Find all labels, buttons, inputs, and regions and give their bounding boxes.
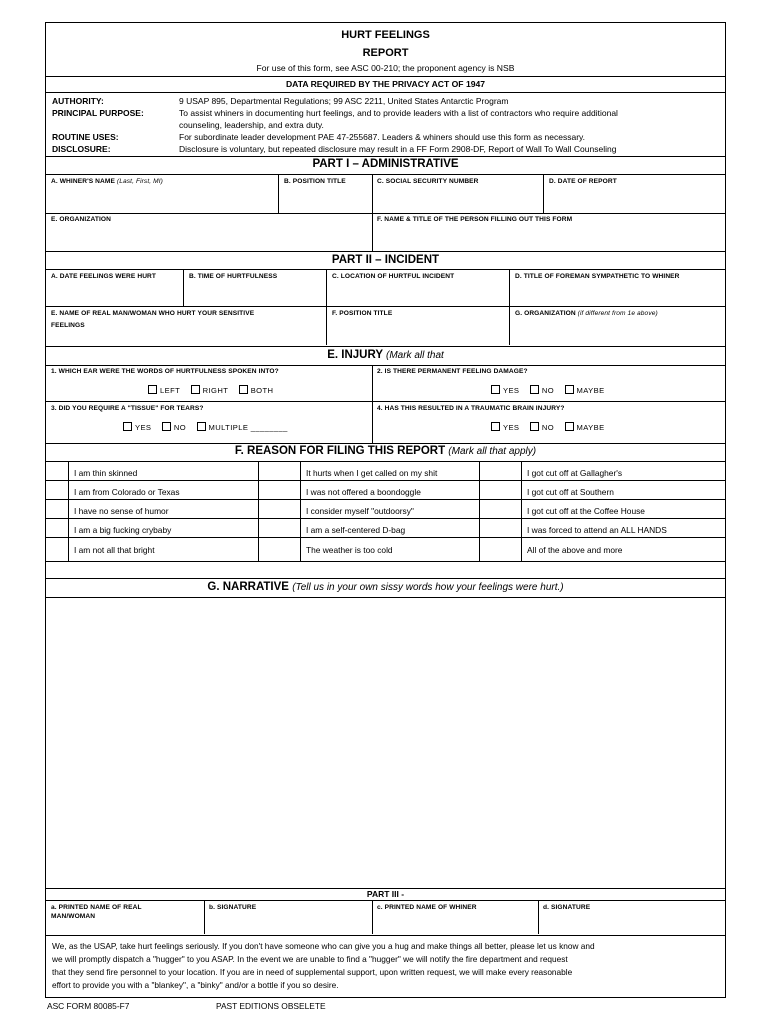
reason-item: I am from Colorado or Texas xyxy=(74,487,180,497)
reason-checkbox[interactable] xyxy=(259,500,300,518)
reason-item: I was not offered a boondoggle xyxy=(306,487,421,497)
checkbox-icon[interactable] xyxy=(191,385,200,394)
real-person-name-field[interactable] xyxy=(46,922,204,934)
signature-field-b[interactable] xyxy=(205,913,372,934)
reason-item: I am a self-centered D-bag xyxy=(306,525,406,535)
authority-text: 9 USAP 895, Departmental Regulations; 99 ASC 2211, United States Antarctic Program xyxy=(179,96,509,106)
q4-maybe-option[interactable]: MAYBE xyxy=(565,417,611,434)
reason-checkbox[interactable] xyxy=(46,519,68,537)
injury-q2: 2. IS THERE PERMANENT FEELING DAMAGE? xyxy=(377,368,528,375)
purpose-label: PRINCIPAL PURPOSE: xyxy=(52,108,144,118)
signature-label-d: d. SIGNATURE xyxy=(543,904,591,911)
reason-checkbox[interactable] xyxy=(259,519,300,537)
checkbox-icon[interactable] xyxy=(491,422,500,431)
filler-name-label: F. NAME & TITLE OF THE PERSON FILLING OUT THIS FORM xyxy=(377,216,573,223)
injury-title: E. INJURY (Mark all that xyxy=(327,349,444,361)
q2-yes-option[interactable]: YES xyxy=(491,380,525,397)
checkbox-icon[interactable] xyxy=(197,422,206,431)
checkbox-icon[interactable] xyxy=(530,422,539,431)
statement-line-4: effort to provide you with a "blankey", a "binky" and/or a bottle if you so desire. xyxy=(52,980,339,990)
routine-label: ROUTINE USES: xyxy=(52,132,119,142)
part2-title: PART II – INCIDENT xyxy=(331,254,440,266)
location-label: C. LOCATION OF HURTFUL INCIDENT xyxy=(332,273,455,280)
injury-q1: 1. WHICH EAR WERE THE WORDS OF HURTFULNESS SPOKEN INTO? xyxy=(51,368,279,375)
offender-position-field[interactable] xyxy=(327,321,509,345)
date-of-report-label: D. DATE OF REPORT xyxy=(549,178,617,185)
offender-position-label: F. POSITION TITLE xyxy=(332,310,393,317)
reasons-title: F. REASON FOR FILING THIS REPORT (Mark all that apply) xyxy=(234,445,537,457)
date-of-report-field[interactable] xyxy=(544,186,724,212)
checkbox-icon[interactable] xyxy=(491,385,500,394)
reason-checkbox[interactable] xyxy=(480,538,521,561)
statement-line-1: We, as the USAP, take hurt feelings seriously. If you don't have someone who can give you a hug and make things all better, please let us know and xyxy=(52,941,595,951)
reason-item: I have no sense of humor xyxy=(74,506,169,516)
disclosure-text: Disclosure is voluntary, but repeated disclosure may result in a FF Form 2908-DF, Report of Wall To Wall Counseling xyxy=(179,144,617,154)
hurt-feelings-form xyxy=(45,22,726,998)
reason-checkbox[interactable] xyxy=(46,538,68,561)
reason-item: All of the above and more xyxy=(527,545,623,555)
checkbox-icon[interactable] xyxy=(148,385,157,394)
purpose-text-2: counseling, leadership, and extra duty. xyxy=(179,120,324,130)
statement-line-2: we will promptly dispatch a "hugger" to you ASAP. In the event we are unable to find a "hugger" we will notify the fire department and request xyxy=(52,954,568,964)
whiner-name-label: A. WHINER'S NAME (Last, First, MI) xyxy=(51,178,163,185)
q3-multiple-option[interactable]: MULTIPLE ________ xyxy=(197,417,294,434)
q3-yes-option[interactable]: YES xyxy=(123,417,157,434)
reason-item: It hurts when I get called on my shit xyxy=(306,468,438,478)
offender-org-label: G. ORGANIZATION (if different from 1e above) xyxy=(515,310,658,317)
signature-field-d[interactable] xyxy=(539,913,724,934)
position-title-field[interactable] xyxy=(279,186,372,212)
checkbox-icon[interactable] xyxy=(565,422,574,431)
narrative-field[interactable] xyxy=(46,598,725,887)
routine-text: For subordinate leader development PAE 47-255687. Leaders & whiners should use this form as necessary. xyxy=(179,132,586,142)
reason-checkbox[interactable] xyxy=(259,481,300,499)
checkbox-icon[interactable] xyxy=(565,385,574,394)
injury-q4-options xyxy=(491,417,611,435)
reason-item: I was forced to attend an ALL HANDS xyxy=(527,525,667,535)
organization-label: E. ORGANIZATION xyxy=(51,216,111,223)
ssn-field[interactable] xyxy=(373,186,543,212)
injury-q4: 4. HAS THIS RESULTED IN A TRAUMATIC BRAIN INJURY? xyxy=(377,405,565,412)
date-hurt-field[interactable] xyxy=(46,281,183,305)
injury-q2-options xyxy=(491,380,611,398)
form-subtitle: For use of this form, see ASC 00-210; the proponent agency is NSB xyxy=(256,63,515,73)
q4-no-option[interactable]: NO xyxy=(530,417,560,434)
part3-title: PART III - xyxy=(366,889,405,899)
location-field[interactable] xyxy=(327,281,509,305)
editions-note: PAST EDITIONS OBSELETE xyxy=(216,1001,326,1011)
form-number: ASC FORM 80085-F7 xyxy=(47,1001,130,1011)
disclosure-label: DISCLOSURE: xyxy=(52,144,111,154)
whiner-name-field[interactable] xyxy=(46,186,278,212)
injury-q3: 3. DID YOU REQUIRE A "TISSUE" FOR TEARS? xyxy=(51,405,204,412)
form-title-line2: REPORT xyxy=(362,47,409,59)
injury-q3-options xyxy=(123,417,294,435)
reason-checkbox[interactable] xyxy=(480,500,521,518)
form-title-line1: HURT FEELINGS xyxy=(341,29,430,41)
reason-item: I got cut off at Southern xyxy=(527,487,614,497)
reason-item: I got cut off at the Coffee House xyxy=(527,506,645,516)
offender-name-label-2: FEELINGS xyxy=(51,322,85,329)
purpose-text-1: To assist whiners in documenting hurt feelings, and to provide leaders with a list of contractors who require additional xyxy=(179,108,618,118)
offender-org-field[interactable] xyxy=(510,321,724,345)
reason-checkbox[interactable] xyxy=(46,481,68,499)
checkbox-icon[interactable] xyxy=(530,385,539,394)
q2-maybe-option[interactable]: MAYBE xyxy=(565,380,611,397)
authority-label: AUTHORITY: xyxy=(52,96,104,106)
foreman-title-label: D. TITLE OF FOREMAN SYMPATHETIC TO WHINER xyxy=(515,273,680,280)
reason-checkbox[interactable] xyxy=(480,481,521,499)
checkbox-icon[interactable] xyxy=(162,422,171,431)
offender-name-field[interactable] xyxy=(46,331,326,345)
q1-left-option[interactable]: LEFT xyxy=(148,380,186,397)
q1-right-option[interactable]: RIGHT xyxy=(191,380,235,397)
reason-item: I am a big fucking crybaby xyxy=(74,525,172,535)
reason-checkbox[interactable] xyxy=(46,500,68,518)
checkbox-icon[interactable] xyxy=(239,385,248,394)
reason-item: I got cut off at Gallagher's xyxy=(527,468,623,478)
reason-checkbox[interactable] xyxy=(259,538,300,561)
reason-checkbox[interactable] xyxy=(46,462,68,480)
reason-item: The weather is too cold xyxy=(306,545,393,555)
whiner-printed-name-field[interactable] xyxy=(373,913,538,934)
privacy-title: DATA REQUIRED BY THE PRIVACY ACT OF 1947 xyxy=(285,79,486,89)
position-title-label: B. POSITION TITLE xyxy=(284,178,346,185)
signature-label-b: b. SIGNATURE xyxy=(209,904,257,911)
filler-name-field[interactable] xyxy=(373,225,724,250)
narrative-title: G. NARRATIVE (Tell us in your own sissy words how your feelings were hurt.) xyxy=(207,581,564,593)
ssn-label: C. SOCIAL SECURITY NUMBER xyxy=(377,178,479,185)
checkbox-icon[interactable] xyxy=(123,422,132,431)
reason-checkbox[interactable] xyxy=(480,462,521,480)
date-hurt-label: A. DATE FEELINGS WERE HURT xyxy=(51,273,157,280)
q3-no-option[interactable]: NO xyxy=(162,417,192,434)
reason-item: I am thin skinned xyxy=(74,468,138,478)
part1-title: PART I – ADMINISTRATIVE xyxy=(312,158,459,170)
time-hurt-field[interactable] xyxy=(184,281,326,305)
organization-field[interactable] xyxy=(46,225,372,250)
offender-name-label-1: E. NAME OF REAL MAN/WOMAN WHO HURT YOUR SENSITIVE xyxy=(51,310,255,317)
real-person-name-label-2: MAN/WOMAN xyxy=(51,913,96,920)
reason-checkbox[interactable] xyxy=(480,519,521,537)
whiner-printed-name-label: c. PRINTED NAME OF WHINER xyxy=(377,904,477,911)
reason-checkbox[interactable] xyxy=(259,462,300,480)
reason-item: I consider myself "outdoorsy" xyxy=(306,506,414,516)
reason-item: I am not all that bright xyxy=(74,545,155,555)
time-hurt-label: B. TIME OF HURTFULNESS xyxy=(189,273,278,280)
q4-yes-option[interactable]: YES xyxy=(491,417,525,434)
foreman-title-field[interactable] xyxy=(510,281,724,305)
real-person-name-label-1: a. PRINTED NAME OF REAL xyxy=(51,904,142,911)
q1-both-option[interactable]: BOTH xyxy=(239,380,280,397)
q2-no-option[interactable]: NO xyxy=(530,380,560,397)
injury-q1-options xyxy=(148,380,279,398)
statement-line-3: that they send fire personnel to your location. If you are in need of supplemental support, upon written request, we will make every reasonable xyxy=(52,967,573,977)
